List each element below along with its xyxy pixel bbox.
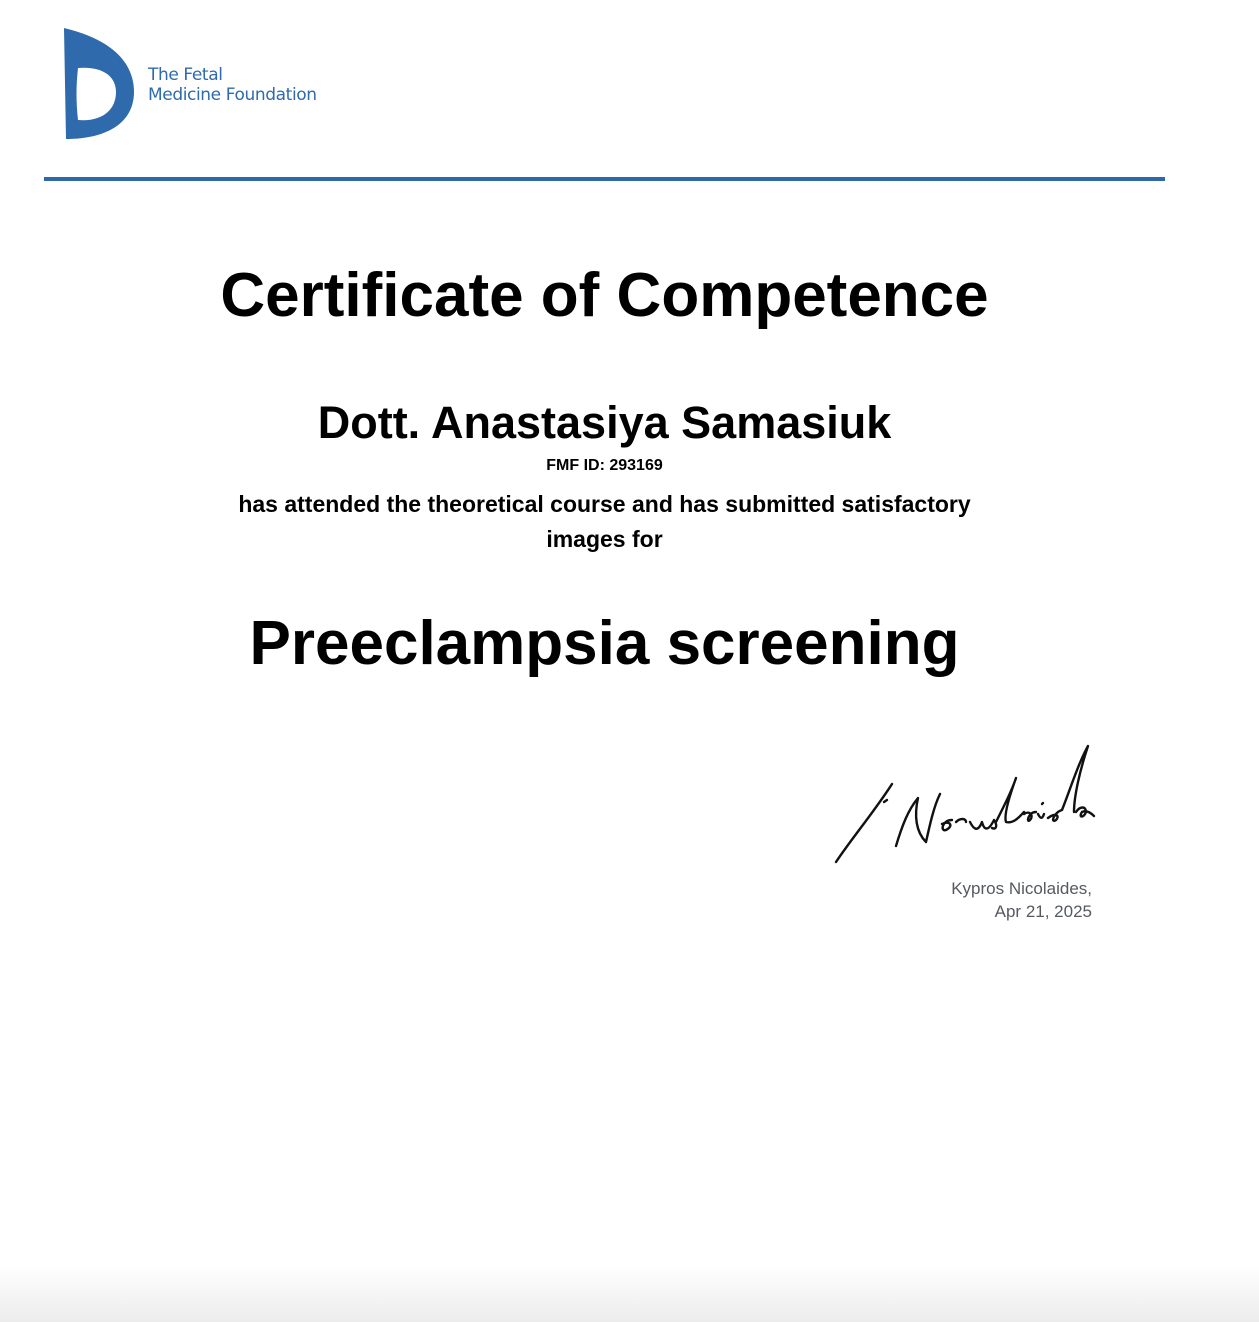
handwritten-signature — [830, 740, 1100, 870]
fmf-id: FMF ID: 293169 — [546, 457, 663, 474]
logo-line-2: Medicine Foundation — [148, 85, 317, 105]
page-bottom-shade — [0, 1264, 1259, 1322]
signer-block — [951, 877, 1092, 923]
fmf-logo-wordmark — [148, 65, 317, 105]
recipient-name: Dott. Anastasiya Samasiuk — [317, 397, 892, 448]
statement-line-2: images for — [546, 526, 663, 552]
certificate-title: Certificate of Competence — [220, 261, 989, 330]
fmf-logo-mark-icon — [62, 26, 134, 140]
signature-date: Apr 21, 2025 — [994, 902, 1092, 921]
statement-line-1: has attended the theoretical course and has submitted satisfactory — [238, 491, 971, 517]
header-divider — [44, 177, 1165, 181]
certificate-statement — [0, 487, 1209, 557]
logo-line-1: The Fetal — [148, 65, 223, 85]
fmf-logo — [62, 26, 317, 140]
signer-name: Kypros Nicolaides, — [951, 879, 1092, 898]
course-name: Preeclampsia screening — [249, 609, 960, 678]
